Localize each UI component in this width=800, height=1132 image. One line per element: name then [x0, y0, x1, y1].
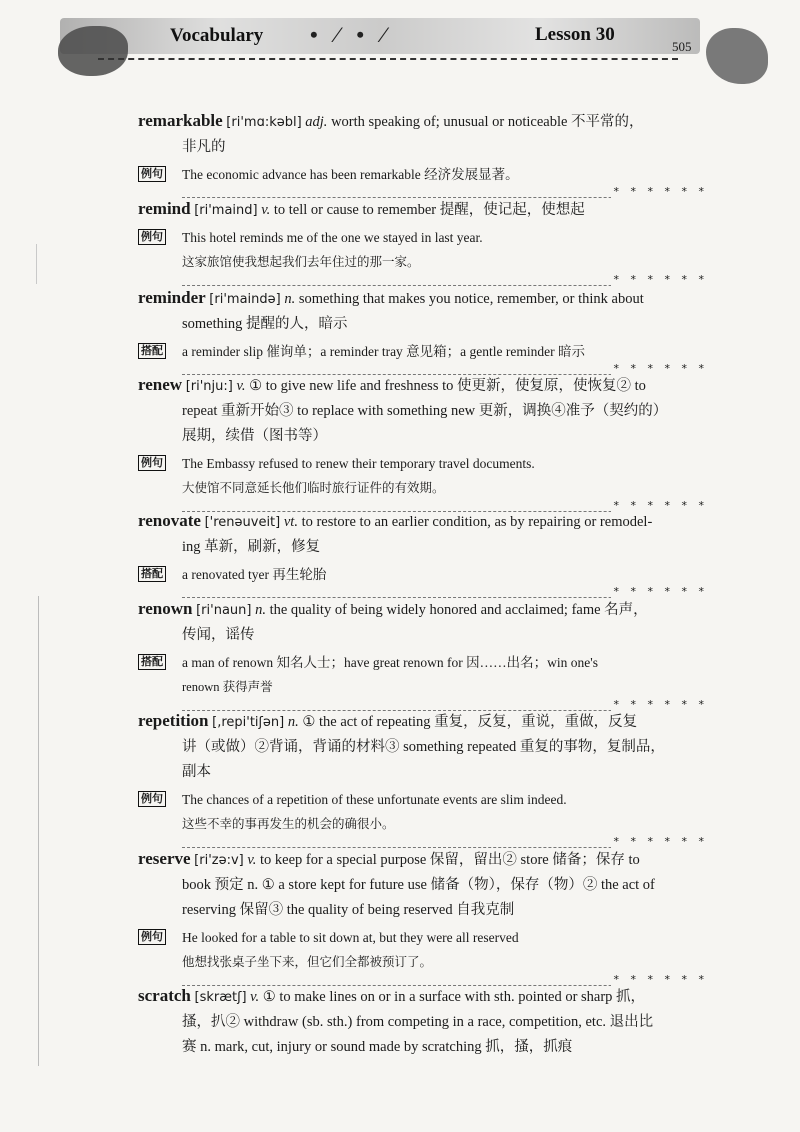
- part-of-speech: v.: [261, 202, 271, 218]
- entry-headline: [138, 983, 708, 1010]
- headword: renown: [138, 599, 193, 618]
- definition-continuation: 非凡的: [182, 139, 226, 155]
- entry-headline: [138, 108, 708, 135]
- entry-4: [138, 508, 708, 598]
- definition-continuation: repeat 重新开始③ to replace with something new 更新，调换④准予（契约的）: [182, 403, 668, 419]
- entry-headline: [138, 372, 708, 399]
- phonetic: [skrætʃ]: [194, 990, 247, 1005]
- definition: to keep for a special purpose 保留，留出② store 储备；保存 to: [260, 852, 640, 868]
- example-tag: 搭配: [138, 566, 166, 582]
- phonetic: [ri'maind]: [194, 203, 258, 218]
- entry-3: [138, 372, 708, 512]
- phonetic: [ri'naun]: [196, 603, 252, 618]
- separator-stars: * * * * * *: [611, 973, 708, 986]
- separator-stars: * * * * * *: [611, 362, 708, 375]
- definition-continuation: book 预定 n. ① a store kept for future use 储备（物），保存（物）② the act of: [182, 877, 655, 893]
- example-block: [138, 562, 708, 587]
- phonetic: [,repi'tiʃən]: [212, 715, 285, 730]
- definition-continuation: 展期，续借（图书等）: [182, 428, 327, 444]
- phonetic: [ri'maində]: [209, 292, 281, 307]
- separator-stars: * * * * * *: [611, 185, 708, 198]
- headword: renew: [138, 375, 183, 394]
- definition-continuation: 副本: [182, 764, 211, 780]
- definition-continuation: 传闻，谣传: [182, 627, 255, 643]
- part-of-speech: v.: [247, 852, 257, 868]
- definition: something that makes you notice, remember, or think about: [298, 291, 644, 307]
- example-block: [138, 162, 708, 187]
- headword: repetition: [138, 711, 209, 730]
- header-lesson: Lesson 30: [535, 24, 615, 45]
- example-tag: 例句: [138, 166, 166, 182]
- entry-headline: [138, 508, 708, 535]
- entry-headline: [138, 708, 708, 735]
- example-tag: 例句: [138, 929, 166, 945]
- headword: reminder: [138, 288, 206, 307]
- entry-1: [138, 196, 708, 286]
- entry-headline: [138, 846, 708, 873]
- definition: ① to make lines on or in a surface with sth. pointed or sharp 抓，: [262, 989, 646, 1005]
- part-of-speech: v.: [236, 378, 246, 394]
- entry-0: [138, 108, 708, 198]
- definition-continuation: reserving 保留③ the quality of being reserved 自我克制: [182, 902, 515, 918]
- definition-continuation: ing 革新，刷新，修复: [182, 539, 321, 555]
- phonetic: [ri'mɑ:kəbl]: [226, 115, 302, 130]
- phonetic: ['renəuveit]: [204, 515, 281, 530]
- example-block: [138, 787, 708, 837]
- example-block: [138, 339, 708, 364]
- definition-continuation: 搔，扒② withdraw (sb. sth.) from competing in a race, competition, etc. 退出比: [182, 1014, 654, 1030]
- part-of-speech: vt.: [283, 514, 298, 530]
- example-translation: 他想找张桌子坐下来，但它们全都被预订了。: [182, 955, 433, 969]
- definition: ① the act of repeating 重复，反复，重说，重做，反复: [302, 714, 638, 730]
- header-rule: [98, 58, 678, 60]
- header-decoration-right: [706, 28, 768, 84]
- definition: worth speaking of; unusual or noticeable 不平常的，: [331, 114, 644, 130]
- separator-stars: * * * * * *: [611, 835, 708, 848]
- entry-5: [138, 596, 708, 711]
- example-text: a renovated tyer 再生轮胎: [182, 567, 327, 582]
- definition: to restore to an earlier condition, as by repairing or remodel-: [301, 514, 653, 530]
- example-tag: 例句: [138, 791, 166, 807]
- example-text: a reminder slip 催询单；a reminder tray 意见箱；a gentle reminder 暗示: [182, 344, 586, 359]
- header-title: Vocabulary: [170, 25, 264, 46]
- example-tag: 搭配: [138, 343, 166, 359]
- example-text: a man of renown 知名人士；have great renown for 因……出名；win one's: [182, 655, 598, 670]
- entry-headline: [138, 196, 708, 223]
- header-decoration-glyphs: • ⁄ • ⁄: [310, 22, 392, 47]
- example-block: [138, 451, 708, 501]
- headword: remarkable: [138, 111, 223, 130]
- example-text: He looked for a table to sit down at, but they were all reserved: [182, 930, 519, 945]
- header-decoration-left: [58, 26, 128, 76]
- entry-6: [138, 708, 708, 848]
- part-of-speech: n.: [255, 602, 266, 618]
- separator-stars: * * * * * *: [611, 698, 708, 711]
- entry-7: [138, 846, 708, 986]
- example-block: [138, 650, 708, 700]
- headword: scratch: [138, 986, 191, 1005]
- example-tag: 搭配: [138, 654, 166, 670]
- example-translation: renown 获得声誉: [182, 680, 273, 694]
- example-translation: 这家旅馆使我想起我们去年住过的那一家。: [182, 255, 420, 269]
- example-tag: 例句: [138, 455, 166, 471]
- separator-stars: * * * * * *: [611, 273, 708, 286]
- example-translation: 这些不幸的事再发生的机会的确很小。: [182, 817, 395, 831]
- entry-8: [138, 983, 708, 1060]
- definition-continuation: 赛 n. mark, cut, injury or sound made by scratching 抓，搔，抓痕: [182, 1039, 573, 1055]
- example-text: The economic advance has been remarkable 经济发展显著。: [182, 167, 519, 182]
- example-text: The Embassy refused to renew their temporary travel documents.: [182, 456, 535, 471]
- example-tag: 例句: [138, 229, 166, 245]
- part-of-speech: v.: [250, 989, 260, 1005]
- definition-continuation: something 提醒的人，暗示: [182, 316, 348, 332]
- definition: ① to give new life and freshness to 使更新，使复原，使恢复② to: [249, 378, 646, 394]
- example-block: [138, 225, 708, 275]
- part-of-speech: n.: [284, 291, 296, 307]
- part-of-speech: n.: [287, 714, 299, 730]
- margin-mark: [38, 596, 39, 1066]
- entry-headline: [138, 285, 708, 312]
- separator-stars: * * * * * *: [611, 499, 708, 512]
- headword: remind: [138, 199, 191, 218]
- phonetic: [ri'zə:v]: [194, 853, 244, 868]
- margin-mark: [36, 244, 37, 284]
- separator-stars: * * * * * *: [611, 585, 708, 598]
- page-number: 505: [672, 39, 692, 54]
- definition: the quality of being widely honored and acclaimed; fame 名声，: [269, 602, 648, 618]
- example-text: The chances of a repetition of these unfortunate events are slim indeed.: [182, 792, 567, 807]
- example-text: This hotel reminds me of the one we stayed in last year.: [182, 230, 483, 245]
- example-translation: 大使馆不同意延长他们临时旅行证件的有效期。: [182, 481, 445, 495]
- entry-2: [138, 285, 708, 375]
- headword: reserve: [138, 849, 191, 868]
- example-block: [138, 925, 708, 975]
- definition-continuation: 讲（或做）②背诵，背诵的材料③ something repeated 重复的事物，复制品，: [182, 739, 665, 755]
- entry-headline: [138, 596, 708, 623]
- phonetic: [ri'nju:]: [185, 379, 233, 394]
- definition: to tell or cause to remember 提醒，使记起，使想起: [273, 202, 585, 218]
- headword: renovate: [138, 511, 201, 530]
- page-header: [0, 0, 800, 90]
- part-of-speech: adj.: [305, 114, 328, 130]
